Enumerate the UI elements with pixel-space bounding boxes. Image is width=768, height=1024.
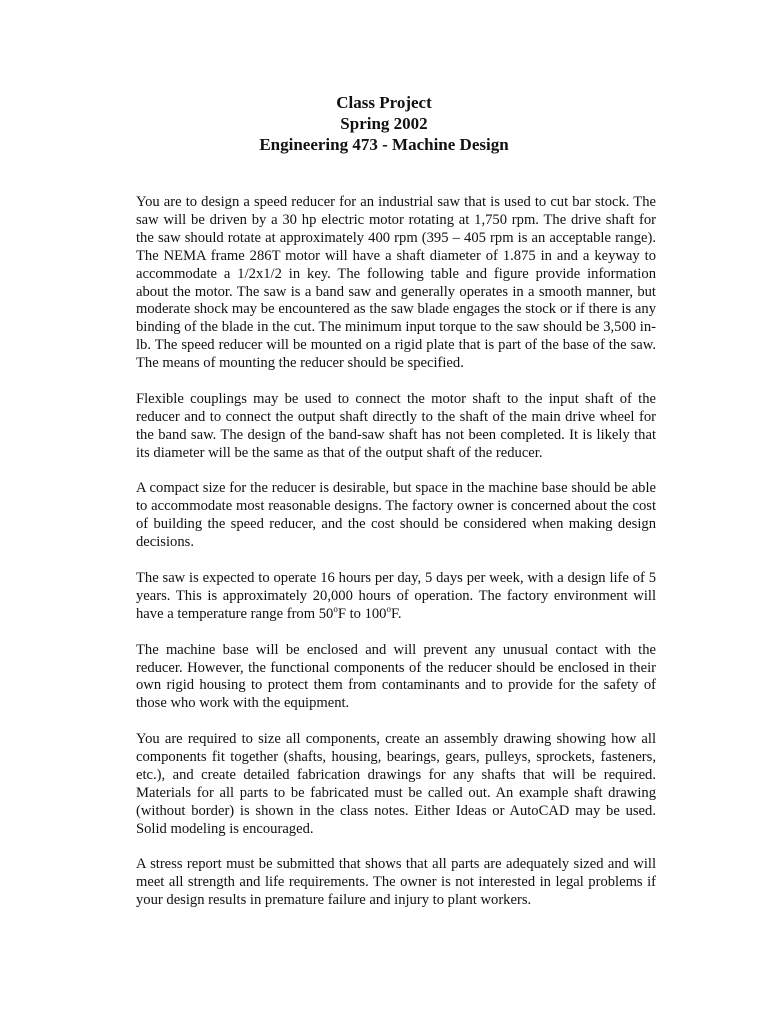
operation-text-tail: F. (390, 605, 402, 622)
title-line-semester: Spring 2002 (340, 114, 428, 133)
paragraph-enclosure: The machine base will be enclosed and will prevent any unusual contact with the reducer. However, the functional components of the reducer should be enclosed in their own rigid housing to protect them from contaminants and to provide for the safety of those who work with the equipment. (136, 641, 656, 712)
paragraph-stress-report: A stress report must be submitted that shows that all parts are adequately sized and will meet all strength and life requirements. The owner is not interested in legal problems if your design results in premature failure and injury to plant workers. (136, 856, 656, 909)
paragraph-couplings: Flexible couplings may be used to connect the motor shaft to the input shaft of the reducer and to connect the output shaft directly to the shaft of the main drive wheel for the band saw. The design of the band-saw shaft has not been completed. It is likely that its diameter will be the same as that of the output shaft of the reducer. (136, 390, 656, 461)
degree-symbol-high: o (386, 603, 391, 614)
paragraph-design-task: You are to design a speed reducer for an industrial saw that is used to cut bar stock. The saw will be driven by a 30 hp electric motor rotating at 1,750 rpm. The drive shaft for the saw should rotate at approximately 400 rpm (395 – 405 rpm is an acceptable range). The NEMA frame 286T motor will have a shaft diameter of 1.875 in and a keyway to accommodate a 1/2x1/2 in key. The following table and figure provide information about the motor. The saw is a band saw and generally operates in a smooth manner, but moderate shock may be encountered as the saw blade engages the stock or if there is any binding of the blade in the cut. The minimum input torque to the saw should be 3,500 in-lb. The speed reducer will be mounted on a rigid plate that is part of the base of the saw. The means of mounting the reducer should be specified. (136, 194, 656, 372)
title-line-class-project: Class Project (336, 93, 432, 112)
paragraph-size-cost: A compact size for the reducer is desirable, but space in the machine base should be able to accommodate most reasonable designs. The factory owner is concerned about the cost of building the speed reducer, and the cost should be considered when making design decisions. (136, 480, 656, 551)
operation-text-lead: The saw is expected to operate 16 hours per day, 5 days per week, with a design life of 5 years. This is approximately 20,000 hours of operation. The factory environment will have a temperature range from 50 (136, 569, 656, 622)
degree-symbol-low: o (333, 603, 338, 614)
paragraph-drawings: You are required to size all components, create an assembly drawing showing how all components fit together (shafts, housing, bearings, gears, pulleys, sprockets, fasteners, etc.), and create detailed fabrication drawings for any shafts that will be required. Materials for all parts to be fabricated must be called out. An example shaft drawing (without border) is shown in the class notes. Either Ideas or AutoCAD may be used. Solid modeling is encouraged. (136, 731, 656, 837)
operation-text-mid: F to 100 (337, 605, 387, 622)
document-body (136, 194, 656, 928)
paragraph-operation (136, 570, 656, 624)
document-title (0, 92, 768, 155)
title-line-course: Engineering 473 - Machine Design (259, 135, 509, 154)
